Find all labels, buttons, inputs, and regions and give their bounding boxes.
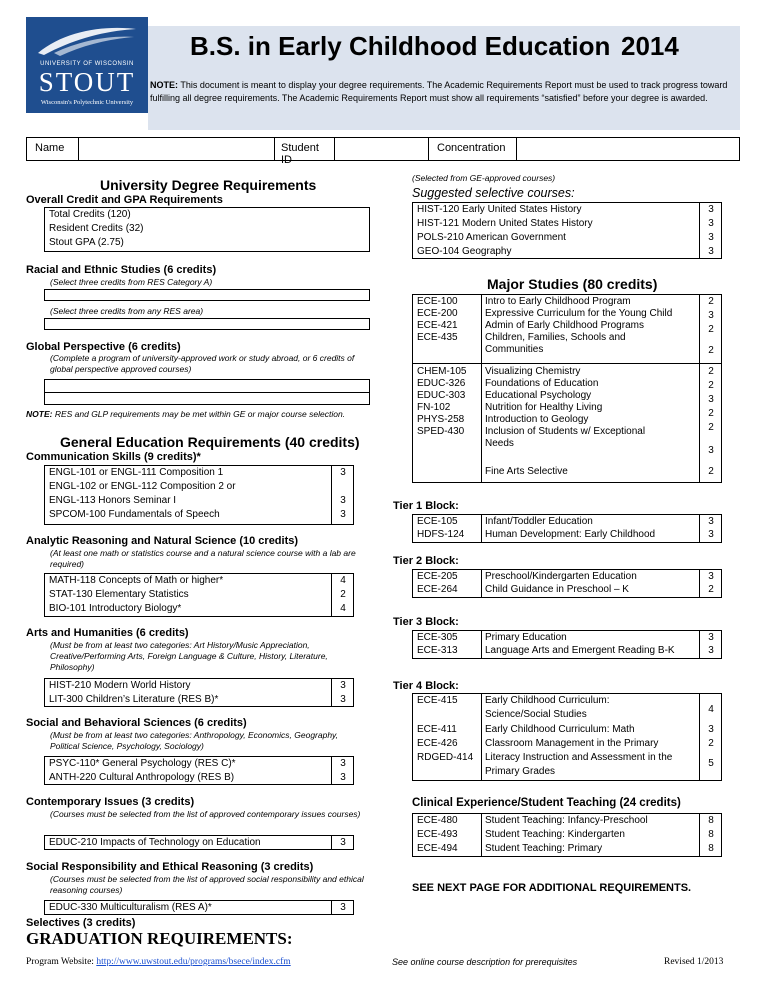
tier-3-table [412,630,722,659]
gen-ed-title: General Education Requirements (40 credits) [60,434,360,450]
course-name: Infant/Toddler Education [485,516,593,527]
tier-1-label: Tier 1 Block: [393,500,459,512]
credit-value: 3 [340,467,346,478]
course-code: ECE-426 [417,738,458,749]
course-name: Science/Social Studies [485,709,587,720]
course-code: CHEM-105 [417,366,467,377]
tier-1-table [412,514,722,543]
credit-value: 3 [708,232,714,243]
logo-stout: STOUT [38,67,136,97]
course-row: ANTH-220 Cultural Anthropology (RES B) [49,772,235,783]
credit-value: 3 [708,516,714,527]
credit-value: 3 [708,204,714,215]
course-code: EDUC-326 [417,378,466,389]
sbs-heading: Social and Behavioral Sciences (6 credits) [26,717,247,729]
credit-value: 3 [340,902,346,913]
gpa-item: Total Credits (120) [49,209,131,220]
ci-table [44,835,354,850]
glp-heading: Global Perspective (6 credits) [26,341,181,353]
course-code: ECE-415 [417,695,458,706]
arts-note: (Must be from at least two categories: Art History/Music Appreciation, Creative/Performing Arts, Foreign Language & Culture, History, Literature, Philosophy) [50,640,328,672]
credit-value: 4 [340,575,346,586]
tier-3-label: Tier 3 Block: [393,616,459,628]
course-row: HIST-120 Early United States History [417,204,582,215]
course-code: ECE-305 [417,632,458,643]
course-name: Foundations of Education [485,378,599,389]
credit-value: 3 [340,694,346,705]
concentration-field[interactable] [517,138,739,160]
res-glp-note-label: NOTE: [26,409,53,419]
notice-text: This document is meant to display your degree requirements. The Academic Requirements Report must be used to track progress toward fulfilling all degree requirements. The Academic Requirements Report must show all requirements “satisfied” before your degree is awarded. [150,80,728,103]
credit-value: 3 [708,246,714,257]
credit-value: 2 [708,380,714,391]
program-website [26,957,291,967]
credit-value: 3 [708,632,714,643]
course-name: Expressive Curriculum for the Young Child [485,308,673,319]
course-name: Educational Psychology [485,390,592,401]
course-name: Human Development: Early Childhood [485,529,656,540]
course-name: Visualizing Chemistry [485,366,581,377]
course-name: Classroom Management in the Primary [485,738,659,749]
gpa-table [44,207,370,252]
course-code: ECE-493 [417,829,458,840]
res-entry-2[interactable] [44,318,370,330]
gpa-item: Stout GPA (2.75) [49,237,124,248]
credit-value: 5 [708,758,714,769]
course-code: FN-102 [417,402,451,413]
gpa-item: Resident Credits (32) [49,223,144,234]
course-name: Fine Arts Selective [485,466,568,477]
sr-table [44,900,354,915]
credit-value: 3 [708,645,714,656]
tier-4-table [412,693,722,781]
student-info-bar [26,137,740,166]
course-code: ECE-205 [417,571,458,582]
credit-value: 3 [340,680,346,691]
course-name: Communities [485,344,544,355]
course-code: SPED-430 [417,426,465,437]
prereq-note: See online course description for prerequisites [392,957,578,967]
credit-value: 3 [340,495,346,506]
student-id-field[interactable] [335,138,429,160]
res-heading: Racial and Ethnic Studies (6 credits) [26,264,217,276]
course-name: Children, Families, Schools and [485,332,626,343]
course-code: PHYS-258 [417,414,465,425]
res-entry-1[interactable] [44,289,370,301]
glp-note: (Complete a program of university-approved work or study abroad, or 6 credits of global perspective approved courses) [50,353,355,374]
course-name: Admin of Early Childhood Programs [485,320,644,331]
program-website-label: Program Website: [26,957,97,967]
glp-entry-1[interactable] [44,379,370,393]
header-notice [150,79,730,104]
res-glp-note-text: RES and GLP requirements may be met within GE or major course selection. [52,409,346,419]
tier-4-label: Tier 4 Block: [393,680,459,692]
major-title: Major Studies (80 credits) [487,276,658,292]
page-year: 2014 [621,31,679,61]
credit-value: 2 [708,422,714,433]
course-code: EDUC-303 [417,390,466,401]
logo-line3: Wisconsin's Polytechnic University [40,99,134,106]
course-code: ECE-100 [417,296,458,307]
glp-entry-2[interactable] [44,393,370,405]
page-title: B.S. in Early Childhood Education [190,31,611,61]
course-row: PSYC-110* General Psychology (RES C)* [49,758,236,769]
course-name: Primary Education [485,632,567,643]
course-name: Nutrition for Healthy Living [485,402,603,413]
sbs-note: (Must be from at least two categories: Anthropology, Economics, Geography, Political Science, Psychology, Sociology) [50,730,339,751]
course-code: ECE-411 [417,724,457,735]
notice-label: NOTE: [150,80,178,90]
course-name: Inclusion of Students w/ Exceptional [485,426,646,437]
course-row: STAT-130 Elementary Statistics [49,589,189,600]
course-code: ECE-494 [417,843,458,854]
credit-value: 3 [708,571,714,582]
credit-value: 3 [708,529,714,540]
tier-2-label: Tier 2 Block: [393,555,459,567]
course-code: ECE-421 [417,320,458,331]
course-name: Introduction to Geology [485,414,589,425]
gpa-heading: Overall Credit and GPA Requirements [26,194,223,206]
course-row: POLS-210 American Government [417,232,566,243]
sr-heading: Social Responsibility and Ethical Reasoning (3 credits) [26,861,314,873]
selectives-note: (Selected from GE-approved courses) [412,173,556,183]
course-row: LIT-300 Children’s Literature (RES B)* [49,694,219,705]
credit-value: 2 [708,408,714,419]
arns-note: (At least one math or statistics course and a natural science course with a lab are required) [50,548,356,569]
credit-value: 2 [708,345,714,356]
clinical-title: Clinical Experience/Student Teaching (24 credits) [412,797,681,809]
name-label: Name [27,138,79,160]
credit-value: 3 [708,394,714,405]
see-next-page: SEE NEXT PAGE FOR ADDITIONAL REQUIREMENTS. [412,882,692,894]
course-name: Language Arts and Emergent Reading B-K [485,645,675,656]
credit-value: 3 [340,758,346,769]
credit-value: 3 [340,837,346,848]
course-code: HDFS-124 [417,529,465,540]
credit-value: 2 [708,466,714,477]
course-name: Student Teaching: Kindergarten [485,829,625,840]
course-name: Early Childhood Curriculum: [485,695,610,706]
graduation-heading: GRADUATION REQUIREMENTS: [26,929,293,948]
sr-note: (Courses must be selected from the list of approved social responsibility and ethical reasoning courses) [50,874,364,895]
selectives-title: Suggested selective courses: [412,186,575,200]
revised-date: Revised 1/2013 [664,957,724,967]
credit-value: 2 [708,584,714,595]
course-name: Literacy Instruction and Assessment in the [485,752,673,763]
credit-value: 3 [340,772,346,783]
sbs-table [44,756,354,785]
comm-heading: Communication Skills (9 credits)* [26,451,201,463]
row-divider [413,363,721,364]
course-name: Early Childhood Curriculum: Math [485,724,635,735]
selectives-table [412,202,722,259]
res-note-2: (Select three credits from any RES area) [50,306,204,316]
logo-line1: UNIVERSITY OF WISCONSIN [40,61,134,67]
credit-value: 2 [708,738,714,749]
clinical-table [412,813,722,857]
concentration-label: Concentration [429,138,517,160]
course-row: EDUC-210 Impacts of Technology on Education [49,837,261,848]
credit-value: 8 [708,843,714,854]
course-code: ECE-200 [417,308,458,319]
credit-value: 3 [708,445,714,456]
credit-value: 8 [708,829,714,840]
course-name: Child Guidance in Preschool – K [485,584,629,595]
credit-value: 3 [708,310,714,321]
course-code: ECE-480 [417,815,458,826]
course-row: ENGL-102 or ENGL-112 Composition 2 or [49,481,236,492]
course-code: ECE-264 [417,584,458,595]
credit-value: 3 [708,724,714,735]
res-glp-note [26,409,345,420]
course-row: BIO-101 Introductory Biology* [49,603,182,614]
ci-note: (Courses must be selected from the list of approved contemporary issues courses) [50,809,361,819]
course-row: ENGL-113 Honors Seminar I [49,495,177,506]
tier-2-table [412,569,722,598]
selectives-heading: Selectives (3 credits) [26,917,136,929]
course-row: ENGL-101 or ENGL-111 Composition 1 [49,467,224,478]
course-name: Student Teaching: Primary [485,843,603,854]
course-name: Preschool/Kindergarten Education [485,571,637,582]
arns-table [44,573,354,617]
course-name: Student Teaching: Infancy-Preschool [485,815,648,826]
course-code: RDGED-414 [417,752,474,763]
course-code: ECE-313 [417,645,458,656]
comm-table [44,465,354,525]
student-id-label: Student ID [275,138,335,160]
credit-value: 2 [708,324,714,335]
arns-heading: Analytic Reasoning and Natural Science (10 credits) [26,535,299,547]
credit-value: 2 [340,589,346,600]
course-row: MATH-118 Concepts of Math or higher* [49,575,224,586]
credit-value: 3 [708,218,714,229]
university-requirements-title: University Degree Requirements [100,177,317,193]
credit-value: 8 [708,815,714,826]
university-logo [26,17,148,113]
ci-heading: Contemporary Issues (3 credits) [26,796,195,808]
course-row: HIST-121 Modern United States History [417,218,593,229]
major-table [412,294,722,483]
course-name: Primary Grades [485,766,556,777]
course-row: HIST-210 Modern World History [49,680,191,691]
course-row: EDUC-330 Multiculturalism (RES A)* [49,902,212,913]
name-field[interactable] [79,138,275,160]
course-code: ECE-105 [417,516,458,527]
credit-value: 4 [340,603,346,614]
program-website-link[interactable]: http://www.uwstout.edu/programs/bsece/index.cfm [96,957,291,967]
course-code: ECE-435 [417,332,458,343]
arts-table [44,678,354,707]
course-name: Needs [485,438,514,449]
credit-value: 2 [708,366,714,377]
credit-value: 4 [708,704,714,715]
arts-heading: Arts and Humanities (6 credits) [26,627,189,639]
course-row: SPCOM-100 Fundamentals of Speech [49,509,220,520]
credit-value: 3 [340,509,346,520]
res-note-1: (Select three credits from RES Category A) [50,277,213,287]
logo-swoosh-icon [34,23,140,59]
course-row: GEO-104 Geography [417,246,512,257]
course-name: Intro to Early Childhood Program [485,296,631,307]
credit-value: 2 [708,296,714,307]
